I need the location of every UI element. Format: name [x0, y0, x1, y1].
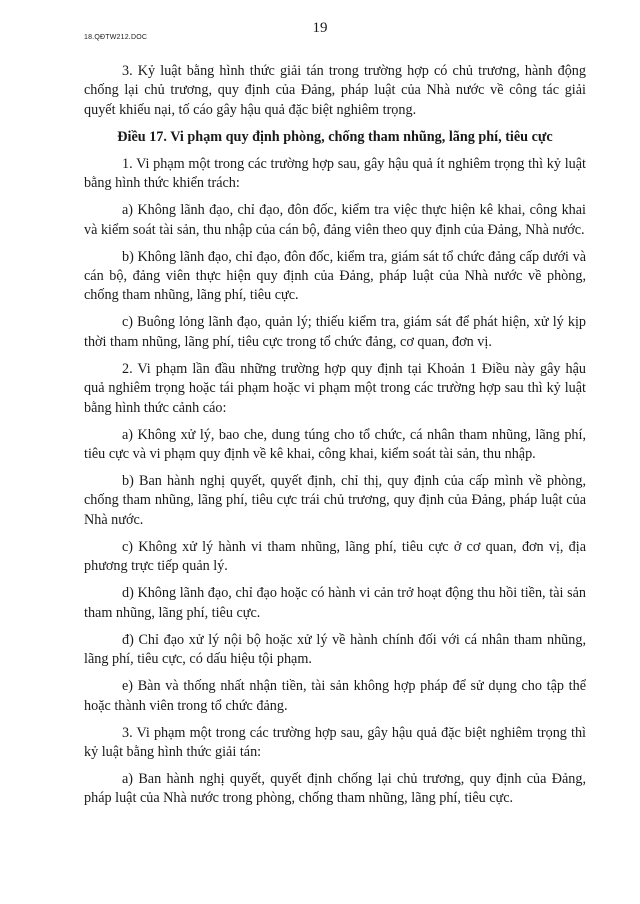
page-number: 19: [312, 20, 328, 36]
paragraph: c) Buông lỏng lãnh đạo, quản lý; thiếu kiểm tra, giám sát để phát hiện, xử lý kịp thời tham nhũng, lãng phí, tiêu cực trong tổ chức đảng, cơ quan, đơn vị.: [84, 314, 586, 350]
document-body: [84, 62, 586, 816]
paragraph: b) Không lãnh đạo, chỉ đạo, đôn đốc, kiểm tra, giám sát tổ chức đảng cấp dưới và cán bộ, đảng viên thực hiện quy định của Đảng, pháp luật của Nhà nước về phòng, chống tham nhũng, lãng phí, tiêu cực.: [84, 248, 586, 304]
article-title: Điều 17. Vi phạm quy định phòng, chống tham nhũng, lãng phí, tiêu cực: [117, 128, 553, 145]
paragraph: a) Không xử lý, bao che, dung túng cho tổ chức, cá nhân tham nhũng, lãng phí, tiêu cực và vi phạm quy định về kê khai, công khai, kiểm soát tài sản, thu nhập.: [84, 426, 586, 463]
paragraph: 3. Kỷ luật bằng hình thức giải tán trong trường hợp có chủ trương, hành động chống lại chủ trương, quy định của Đảng, pháp luật của Nhà nước về công tác giải quyết khiếu nại, tố cáo gây hậu quả đặc biệt nghiêm trọng.: [84, 63, 586, 118]
paragraph: e) Bàn và thống nhất nhận tiền, tài sản không hợp pháp để sử dụng cho tập thể hoặc thành viên trong tổ chức đảng.: [84, 678, 586, 714]
paragraph: đ) Chỉ đạo xử lý nội bộ hoặc xử lý về hành chính đối với cá nhân tham nhũng, lãng phí, tiêu cực, có dấu hiệu tội phạm.: [84, 631, 586, 668]
paragraph: b) Ban hành nghị quyết, quyết định, chỉ thị, quy định của cấp mình về phòng, chống tham nhũng, lãng phí, tiêu cực trái chủ trương, quy định của Đảng, pháp luật của Nhà nước.: [84, 473, 586, 528]
paragraph: a) Ban hành nghị quyết, quyết định chống lại chủ trương, quy định của Đảng, pháp luật của Nhà nước trong phòng, chống tham nhũng, lãng phí, tiêu cực.: [84, 770, 586, 807]
paragraph: 3. Vi phạm một trong các trường hợp sau, gây hậu quả đặc biệt nghiêm trọng thì kỷ luật bằng hình thức giải tán:: [84, 724, 586, 760]
file-name: 18.QĐTW212.DOC: [84, 34, 148, 41]
paragraph: c) Không xử lý hành vi tham nhũng, lãng phí, tiêu cực ở cơ quan, đơn vị, địa phương trực tiếp quản lý.: [84, 538, 586, 575]
paragraph: a) Không lãnh đạo, chỉ đạo, đôn đốc, kiểm tra việc thực hiện kê khai, công khai và kiểm soát tài sản, thu nhập của cán bộ, đảng viên theo quy định của Đảng, Nhà nước.: [84, 202, 586, 238]
paragraph: 2. Vi phạm lần đầu những trường hợp quy định tại Khoản 1 Điều này gây hậu quả nghiêm trọng hoặc tái phạm hoặc vi phạm một trong các trường hợp sau thì kỷ luật bằng hình thức cảnh cáo:: [84, 360, 586, 416]
paragraph: d) Không lãnh đạo, chỉ đạo hoặc có hành vi cản trở hoạt động thu hồi tiền, tài sản tham nhũng, lãng phí, tiêu cực.: [84, 585, 586, 621]
paragraph: 1. Vi phạm một trong các trường hợp sau, gây hậu quả ít nghiêm trọng thì kỷ luật bằng hình thức khiển trách:: [84, 155, 586, 192]
